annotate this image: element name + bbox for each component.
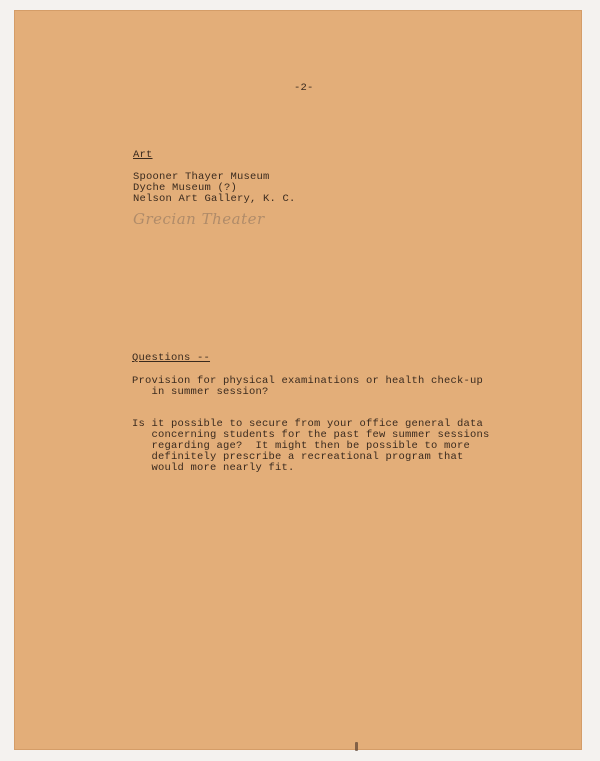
art-item: Nelson Art Gallery, K. C.	[133, 193, 296, 205]
question-1-line: in summer session?	[132, 386, 269, 398]
art-item: Spooner Thayer Museum	[133, 171, 270, 183]
handwritten-note: Grecian Theater	[133, 210, 265, 228]
art-heading: Art	[133, 149, 153, 161]
ink-mark	[355, 742, 358, 751]
question-2-line: Is it possible to secure from your office general data	[132, 418, 484, 430]
question-2-line: definitely prescribe a recreational program that	[132, 451, 464, 463]
question-2-line: regarding age? It might then be possible to more	[132, 440, 471, 452]
questions-heading: Questions --	[132, 352, 211, 364]
question-1-line: Provision for physical examinations or health check-up	[132, 375, 484, 387]
document-page	[14, 10, 582, 750]
page-number: -2-	[294, 82, 314, 94]
question-2-line: concerning students for the past few summer sessions	[132, 429, 490, 441]
art-item: Dyche Museum (?)	[133, 182, 238, 194]
question-2-line: would more nearly fit.	[132, 462, 295, 474]
